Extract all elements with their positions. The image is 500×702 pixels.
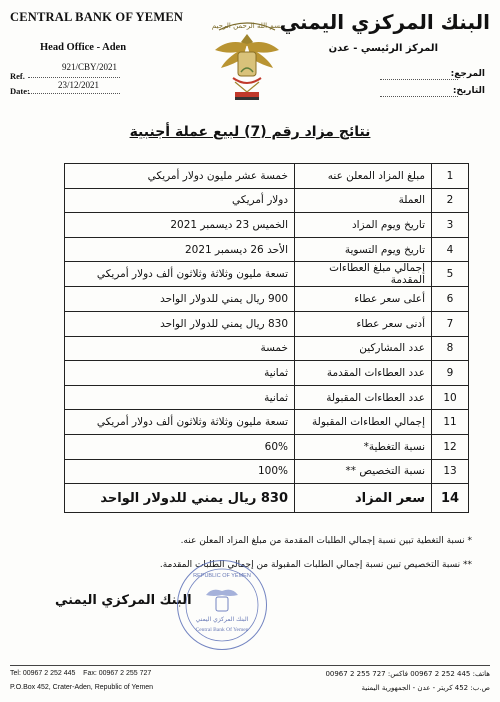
row-label: تاريخ ويوم المزاد [295,213,432,238]
row-number: 4 [432,237,469,262]
row-value: الأحد 26 ديسمبر 2021 [65,237,295,262]
row-number: 11 [432,410,469,435]
row-number: 7 [432,311,469,336]
row-value: ثمانية [65,361,295,386]
en-head-office: Head Office - Aden [40,42,127,53]
row-value: خمسة [65,336,295,361]
row-label: إجمالي مبلغ العطاءات المقدمة [295,262,432,287]
row-label: إجمالي العطاءات المقبولة [295,410,432,435]
row-number: 14 [432,484,469,513]
row-label: عدد المشاركين [295,336,432,361]
date-value: 23/12/2021 [58,80,100,90]
ref-label: Ref. [10,71,25,81]
table-row [65,213,469,238]
row-value: الخميس 23 ديسمبر 2021 [65,213,295,238]
date-underline [28,93,120,94]
ref-value: 921/CBY/2021 [62,62,118,72]
row-number: 6 [432,287,469,312]
auction-results-table [64,163,469,513]
table-row [65,336,469,361]
emblem-caption: بسم الله الرحمن الرحيم [211,22,283,30]
en-bank-name: CENTRAL BANK OF YEMEN [10,10,184,24]
footer-ar-address: ص.ب: 452 كريتر - عدن - الجمهورية اليمنية [361,684,490,692]
row-value: 60% [65,434,295,459]
ar-ref-underline [380,79,458,80]
table-row [65,237,469,262]
row-number: 1 [432,164,469,189]
row-label: نسبة التخصيص ** [295,459,432,484]
row-label: مبلغ المزاد المعلن عنه [295,164,432,189]
stamp-bottom-text: Central Bank Of Yemen [195,627,249,633]
official-stamp [177,560,267,650]
row-label: عدد العطاءات المقبولة [295,385,432,410]
table-row [65,311,469,336]
ar-date-label: التاريخ: [452,86,485,96]
date-label: Date: [10,86,30,96]
row-number: 8 [432,336,469,361]
row-value: ثمانية [65,385,295,410]
ar-bank-name: البنك المركزي اليمني [279,10,490,34]
row-value: 830 ريال يمني للدولار الواحد [65,484,295,513]
footer-en-fax: Fax: 00967 2 255 727 [83,670,152,677]
table-row [65,434,469,459]
ar-head-office: المركز الرئيسي - عدن [328,43,438,54]
row-value: دولار أمريكي [65,188,295,213]
table-row [65,164,469,189]
footer-en-address: P.O.Box 452, Crater-Aden, Republic of Yemen [10,684,154,691]
row-value: تسعة مليون وثلاثة وثلاثون ألف دولار أمريكي [65,410,295,435]
signature-block: البنك المركزي اليمني [55,593,192,608]
row-value: 100% [65,459,295,484]
ar-ref-label: المرجع: [450,69,485,79]
note-coverage: * نسبة التغطية تبين نسبة إجمالي الطلبات المقدمة من مبلغ المزاد المعلن عنه. [180,536,472,546]
row-label: أعلى سعر عطاء [295,287,432,312]
eagle-emblem-icon [207,8,287,108]
row-number: 5 [432,262,469,287]
row-number: 13 [432,459,469,484]
footer-en-contact [10,670,151,677]
table-row [65,287,469,312]
row-label: عدد العطاءات المقدمة [295,361,432,386]
row-number: 3 [432,213,469,238]
table-row [65,385,469,410]
row-label: نسبة التغطية* [295,434,432,459]
row-number: 12 [432,434,469,459]
document-title: نتائج مزاد رقم (7) لبيع عملة أجنبية [129,124,371,140]
table-row [65,361,469,386]
table-row [65,410,469,435]
footer-ar-contact: هاتف: 445 252 2 00967 فاكس: 727 255 2 00967 [325,670,490,678]
table-row [65,484,469,513]
row-value: 830 ريال يمني للدولار الواحد [65,311,295,336]
footer-divider [10,665,490,666]
ar-date-underline [380,96,458,97]
row-label: تاريخ ويوم التسوية [295,237,432,262]
stamp-seal-icon [178,561,266,649]
row-value: 900 ريال يمني للدولار الواحد [65,287,295,312]
table-row [65,459,469,484]
row-label: العملة [295,188,432,213]
footer-en-tel: Tel: 00967 2 252 445 [10,670,76,677]
row-value: خمسة عشر مليون دولار أمريكي [65,164,295,189]
table-row [65,188,469,213]
ref-underline [28,77,120,78]
row-number: 10 [432,385,469,410]
row-label: سعر المزاد [295,484,432,513]
stamp-middle-text: البنك المركزي اليمني [195,616,249,623]
yemen-emblem [207,8,287,108]
row-value: تسعة مليون وثلاثة وثلاثون ألف دولار أمريكي [65,262,295,287]
table-row [65,262,469,287]
row-label: أدنى سعر عطاء [295,311,432,336]
stamp-top-text: REPUBLIC OF YEMEN [193,573,251,579]
note-allocation: ** نسبة التخصيص تبين نسبة إجمالي الطلبات المقبولة من إجمالي الطلبات المقدمة. [159,560,472,570]
row-number: 9 [432,361,469,386]
row-number: 2 [432,188,469,213]
